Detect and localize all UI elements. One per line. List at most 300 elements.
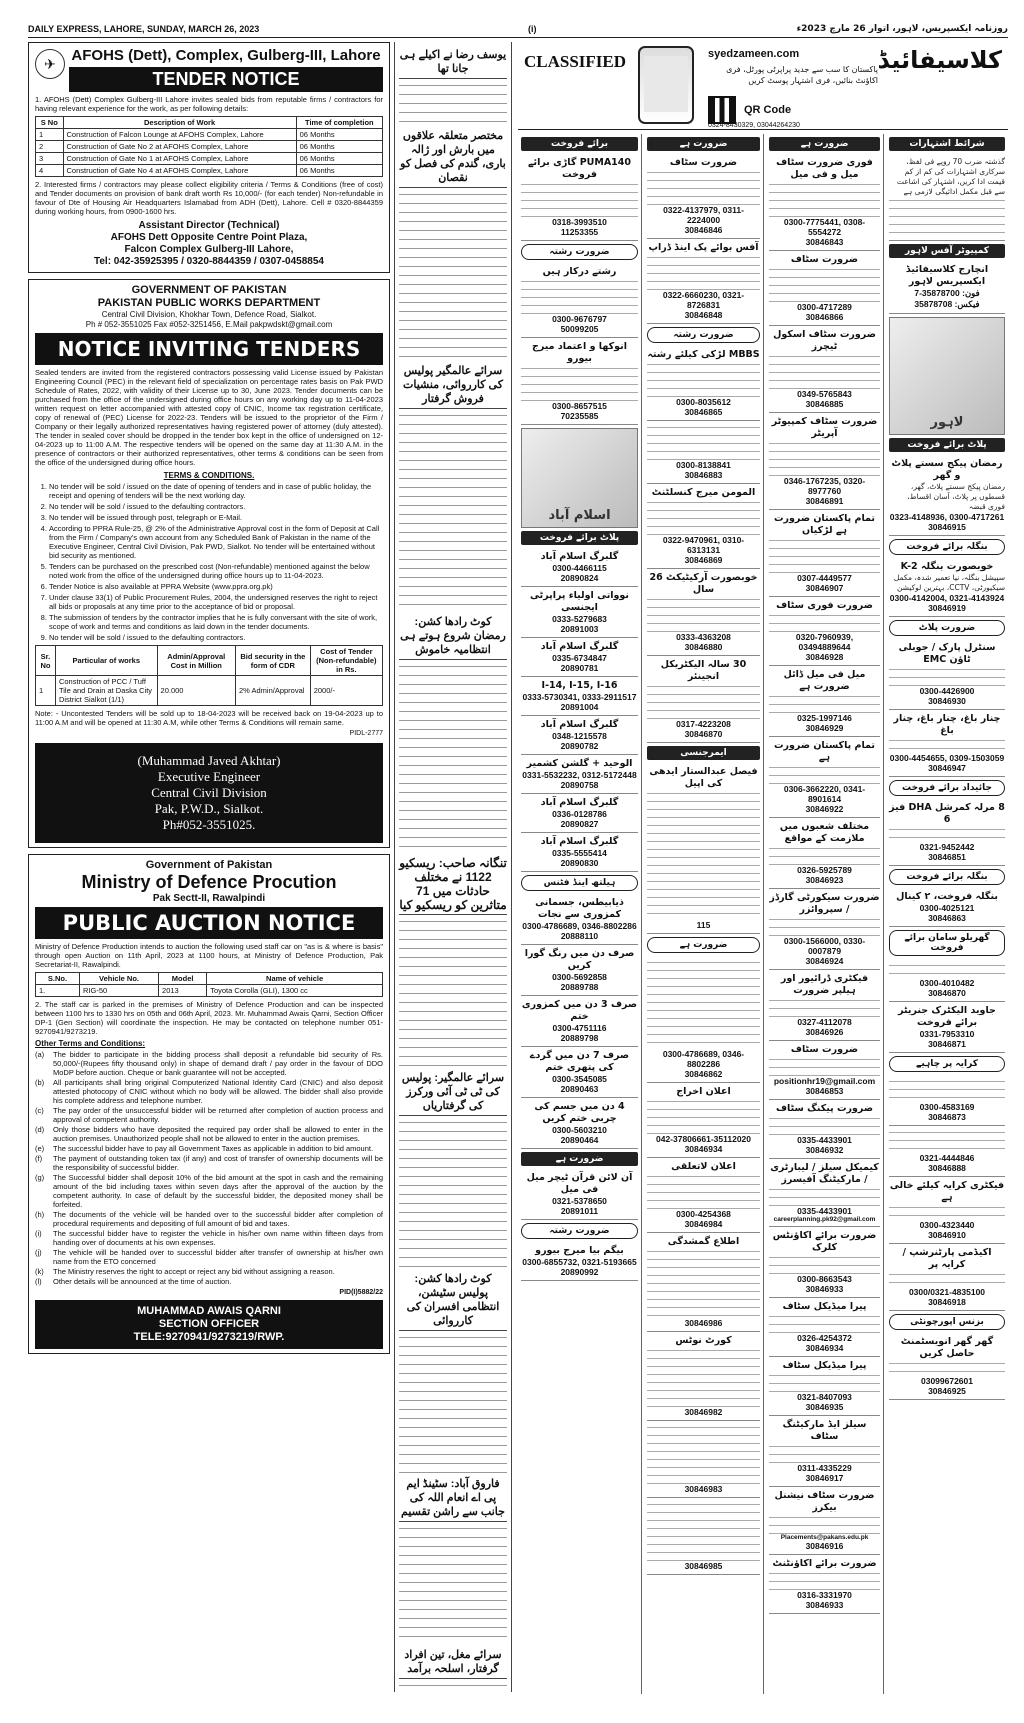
category-header: ضرورت ہے	[647, 137, 760, 151]
classified-ad	[647, 239, 760, 324]
ad-id: 30846853	[805, 1086, 844, 1096]
classified-ad	[647, 1083, 760, 1158]
pwd-terms-title: TERMS & CONDITIONS.	[163, 471, 255, 480]
table-header: Model	[159, 973, 207, 985]
ad-heading: ضرورت برائے اکاؤنٹس کلرک	[772, 1230, 877, 1253]
ad-phone: 0300-4466115	[552, 563, 607, 573]
ad-heading: اطلاع گمشدگی	[667, 1236, 740, 1247]
ad-heading: ضرورت سیکورٹی گارڈز / سپروائزر	[769, 892, 880, 915]
ad-phone: 0300-4025121	[919, 903, 975, 913]
cell: RIG-50	[79, 985, 158, 997]
ad-id: 30846919	[928, 603, 966, 613]
ad-phone: 0321-4444846	[919, 1153, 975, 1163]
ad-phone: 0300-4751116	[552, 1023, 607, 1033]
ad-phone: 0300-4142004, 0321-4143924	[889, 593, 1005, 603]
classified-ad	[889, 888, 1005, 927]
classified-ad	[769, 1357, 880, 1416]
cell: 4	[36, 165, 64, 177]
classified-ad	[647, 421, 760, 484]
list-item	[35, 1229, 383, 1247]
ad-phone: Placements@pakans.edu.pk	[780, 1534, 869, 1541]
ad-id: 30846928	[805, 652, 844, 662]
ad-id: 30846873	[928, 1112, 966, 1122]
ad-heading: گھر گھر انویسٹمنٹ حاصل کریں	[900, 1336, 994, 1359]
classified-ad	[769, 1227, 880, 1298]
ad-heading: بنگلہ فروخت، ۲ کینال	[896, 891, 998, 902]
ad-id: 30846930	[928, 696, 966, 706]
ad-id: 30846947	[928, 763, 966, 773]
mod-intro: Ministry of Defence Production intends to auction the following used staff car on "as is & where is basis" through open Auction on 11th April, 2023 at 1100 hours, at Ministry of Defence Production, Pak Secretariat-II, Rawalpindi.	[35, 942, 383, 969]
list-item	[35, 1154, 383, 1172]
ad-phone: 0300-9676797	[552, 314, 607, 324]
ad-id: 30846885	[805, 399, 844, 409]
classified-ad	[647, 1332, 760, 1421]
cell: Toyota Corolla (GLI), 1300 cc	[207, 985, 383, 997]
ad-heading: ضرورت سٹاف	[790, 254, 859, 265]
ad-id: 20890463	[560, 1084, 599, 1094]
ad-phone: 0300-8657515	[552, 401, 607, 411]
ad-phone: 0307-4449577	[797, 573, 852, 583]
page-number: (i)	[528, 24, 537, 34]
classified-ad	[769, 1555, 880, 1614]
mod-ref: PID(I)5882/22	[339, 1289, 383, 1296]
pwd-ref: PIDL-2777	[349, 730, 383, 737]
classified-ad	[521, 677, 638, 716]
classified-ad	[889, 455, 1005, 536]
ad-heading: فیکٹری کرایہ کیلئے خالی ہے	[889, 1180, 1005, 1203]
ad-phone: 0317-4223208	[676, 719, 731, 729]
story-headline: یوسف رضا نے اکیلے ہی جانا تھا	[399, 48, 507, 79]
ad-heading: اکیڈمی پارٹنرشپ / کرایہ پر	[902, 1247, 992, 1270]
table-header: Vehicle No.	[79, 973, 158, 985]
ad-id: 11253355	[560, 227, 599, 237]
category-header: جائیداد برائے فروخت	[889, 780, 1005, 796]
category-header: بنگلہ برائے فروخت	[889, 869, 1005, 885]
cell: Construction of PCC / Tuff Tile and Drain at Daska City District Sialkot (1/1)	[55, 676, 157, 706]
list-value: Only those bidders who have deposited the required pay order shall be allowed to enter in the auction premises. Unauthorized people shall not be allowed to enter in the auction premises.	[53, 1125, 383, 1143]
classified-column-lahore	[886, 134, 1008, 1694]
list-value: The pay order of the unsuccessful bidder will be returned after completion of auction process and approval of competent authority.	[53, 1106, 383, 1124]
ad-id: 30846907	[805, 583, 844, 593]
list-item	[35, 1173, 383, 1209]
category-header: ضرورت رشتہ	[647, 327, 760, 343]
ad-id: 30846865	[684, 407, 723, 417]
story-headline: کوٹ رادھا کشن: پولیس سٹیشن، انتظامی افسران کی کارروائی	[399, 1272, 507, 1331]
ad-phone: 0326-4254372	[797, 1333, 852, 1343]
list-value: The Ministry reserves the right to accept or reject any bid without assigning a reason.	[53, 1267, 335, 1276]
classified-ad	[769, 1416, 880, 1487]
ad-id: 30846923	[805, 875, 844, 885]
classified-ad	[769, 818, 880, 889]
ad-id: 30846851	[928, 852, 966, 862]
ad-heading: MBBS لڑکی کیلئے رشتہ	[647, 349, 760, 360]
mod-ministry: Ministry of Defence Procution	[81, 872, 337, 892]
cell: Construction of Falcon Lounge at AFOHS Complex, Lahore	[63, 129, 296, 141]
category-header: بنگلہ برائے فروخت	[889, 539, 1005, 555]
mod-address: Pak Sectt-II, Rawalpindi	[152, 893, 266, 904]
ad-id: 30846918	[928, 1297, 966, 1307]
classified-ad	[647, 956, 760, 1083]
masthead-right: روزنامہ ایکسپریس، لاہور، اتوار 26 مارچ 2023ء	[796, 24, 1008, 34]
classified-ad	[521, 154, 638, 241]
ad-phone: 0300-4786689, 0346-8802286	[662, 1049, 745, 1069]
ad-heading: سنٹرل پارک / جوبلی ٹاؤن EMC	[898, 642, 996, 665]
table-row	[36, 141, 383, 153]
story-body	[399, 662, 507, 852]
pwd-signature-block	[35, 743, 383, 843]
contact-line: Tel: 042-35925395 / 0320-8844359 / 0307-0458854	[93, 256, 324, 267]
ad-phone: 0306-3662220, 0341-8901614	[783, 784, 866, 804]
table-header: Time of completion	[296, 117, 382, 129]
ad-phone: 0346-1767235, 0320-8977760	[783, 476, 866, 496]
website-link[interactable]: syedzameen.com	[708, 48, 800, 60]
afohs-title: AFOHS (Dett), Complex, Gulberg-III, Lahore	[71, 47, 381, 64]
category-header: پلاٹ برائے فروخت	[521, 531, 638, 545]
list-value: All participants shall bring original Computerized National Identity Card (CNIC) and also deposit attested photocopy of CNIC without which no body will be allowed. The bidder shall also provide his complete address and telephone number.	[53, 1078, 383, 1105]
category-header: کمپیوٹر آفس لاہور	[889, 244, 1005, 258]
ad-heading: جاوید الیکٹرک جنریٹر برائے فروخت	[898, 1005, 996, 1028]
classified-ad	[769, 1100, 880, 1159]
pwd-gov: GOVERNMENT OF PAKISTAN	[131, 284, 287, 296]
table-header: Sr. No	[36, 646, 56, 676]
ad-heading: الوحید + گلشن کشمیر	[526, 758, 633, 769]
ad-phone: 03099672601	[920, 1376, 973, 1386]
ad-phone: 30846986	[684, 1318, 723, 1328]
list-value: The payment of outstanding token tax (if any) and cost of transfer of ownership documents will be the responsibility of successful bidder.	[53, 1154, 383, 1172]
classified-ad	[647, 154, 760, 239]
ad-id: 30846922	[805, 804, 844, 814]
ad-id: 20890827	[560, 819, 599, 829]
notices-column	[28, 42, 390, 1692]
ad-phone: فون: 35878700-7	[914, 288, 980, 298]
classified-ad	[769, 1487, 880, 1555]
ad-id: 20889798	[560, 1033, 599, 1043]
classified-ad	[769, 597, 880, 666]
cell: Construction of Gate No 2 at AFOHS Complex, Lahore	[63, 141, 296, 153]
cell: 2013	[159, 985, 207, 997]
ad-heading: کیمیکل سیلز / لیبارٹری / مارکیٹنگ آفیسرز	[770, 1162, 879, 1185]
classified-ad	[889, 154, 1005, 241]
afohs-intro: 1. AFOHS (Dett) Complex Gulberg-III Lahore invites sealed bids from reputable firms / contractors for having relevant experience for the work, as per following details:	[35, 95, 383, 113]
ad-id: 30846888	[928, 1163, 966, 1173]
classified-ad	[769, 510, 880, 597]
smartphone-icon	[638, 46, 694, 124]
ad-heading: 8 مرلہ کمرشل DHA فیز 6	[889, 802, 1005, 825]
ad-id: 30846870	[684, 729, 723, 739]
category-header: ضرورت ہے	[521, 1152, 638, 1166]
masthead	[28, 22, 1008, 38]
category-header: ضرورت ہے	[647, 937, 760, 953]
ad-id: 30846846	[684, 225, 723, 235]
ad-id: 50099205	[560, 324, 599, 334]
category-header: شرائط اشتہارات	[889, 137, 1005, 151]
ad-heading: ضرورت سٹاف	[790, 1044, 859, 1055]
ad-heading: فیکٹری ڈرائیور اور ہیلپر ضرورت	[780, 973, 869, 996]
ad-phone: 0300-4254368	[676, 1209, 731, 1219]
ad-id: 20891004	[560, 702, 599, 712]
list-item: 3. No tender will be issued through post, telegraph or E-Mail.	[49, 513, 383, 522]
cell: 1	[36, 129, 64, 141]
story-headline: سرائے عالمگیر پولیس کی کارروائی، منشیات فروش گرفتار	[399, 364, 507, 409]
ad-id: 30846848	[684, 310, 723, 320]
ad-id: 20890464	[560, 1135, 599, 1145]
classified-ad	[521, 1047, 638, 1098]
ad-heading: ضرورت سٹاف	[669, 157, 738, 168]
ad-phone: 0335-6734847	[552, 653, 607, 663]
ad-heading: ضرورت سٹاف نیشنل بیکرز	[774, 1490, 875, 1513]
ad-phone: 0316-3331970	[797, 1590, 852, 1600]
classified-ad	[889, 639, 1005, 710]
ad-heading: صرف دن میں رنگ گورا کریں	[524, 948, 635, 971]
mod-vehicle-table	[35, 972, 383, 997]
classified-ad	[521, 263, 638, 338]
ad-phone: 0335-5555414	[552, 848, 607, 858]
ad-phone: 0311-4335229	[797, 1463, 852, 1473]
ad-heading: نوواتی اولیاء پراپرٹی ایجنسی	[530, 590, 629, 613]
ad-id: 20890758	[560, 780, 599, 790]
ad-phone: 0321-9452442	[919, 842, 975, 852]
story-body	[399, 190, 507, 360]
ad-id: 30846933	[805, 1284, 844, 1294]
ad-heading: تمام پاکستان ضرورت ہے لڑکیاں	[774, 513, 875, 536]
classified-ad	[647, 1421, 760, 1498]
table-header: Description of Work	[63, 117, 296, 129]
classified-column-islamabad	[518, 134, 642, 1694]
ad-heading: خوبصورت بنگلہ K-2	[900, 561, 994, 572]
ad-heading: مختلف شعبوں میں ملازمت کے مواقع	[779, 821, 870, 844]
notice-inviting-tenders-banner: NOTICE INVITING TENDERS	[35, 333, 383, 365]
ad-phone: 0300-4717289	[797, 302, 852, 312]
news-column	[394, 42, 512, 1692]
ad-heading: صرف 7 دن میں گردے کی پتھری ختم	[529, 1050, 630, 1073]
list-key: (c)	[35, 1106, 44, 1115]
list-value: The Successful bidder shall deposit 10% of the bid amount at the spot in cash and the remaining amount of the bid including taxes within seven days after the approval of the auction by the competent authority. In case of default by the successful bidder, the deposited money shall be forfeited.	[53, 1173, 383, 1209]
classified-ad	[647, 484, 760, 569]
ad-phone: 0300-3545085	[552, 1074, 607, 1084]
ad-phone: 0322-4137979, 0311-2224000	[663, 205, 744, 225]
ad-id: 30846929	[805, 723, 844, 733]
ad-heading: ضرورت برائے اکاؤنٹنٹ	[772, 1558, 877, 1569]
officer-title: SECTION OFFICER	[158, 1318, 260, 1330]
public-auction-notice	[28, 854, 390, 1354]
story-body	[399, 81, 507, 125]
classified-ad	[889, 261, 1005, 314]
classified-ad	[889, 799, 1005, 866]
list-item: 5. Tenders can be purchased on the prescribed cost (Non-refundable) mentioned against the below noted work from the office of the undersigned during office hours up to 11-04-2023.	[49, 562, 383, 580]
classified-ad	[889, 1075, 1005, 1126]
pwd-body: Sealed tenders are invited from the registered contractors possessing valid License issued by Pakistan Engineering Council (PEC) in the relevant field of specialization on percentage rates basis on Pak PWD Schedule of Rates, 2022, with validity of their License up to 30, June 2023. Tender documents can be purchased from the office of the undersigned during office hours on any working day up to 11-04-2023 written request on letter accompanied with attested copy of CNIC, Income tax registration certificate, copy of renewal of (PEC) License for 2022-23. Tenders will be issued to the proprietor of the Firm / Company or their legally authorized representatives having registered power of attorney (duly attested). The tender in sealed cover should be dropped in the tender box kept in the office of undersigned on 12-04-2023 up to 11:00 A.M. The respective tenders will be opened on the same day at 11:30 A.M. in the presence of contractors or their authorized representatives, other terms & conditions can be seen from the office of the undersigned during office hours.	[35, 368, 383, 467]
story-body	[399, 917, 507, 1067]
crest-icon: ✈	[35, 49, 65, 79]
tender-notice-banner: TENDER NOTICE	[69, 67, 383, 92]
list-value: The successful bidder have to register the vehicle in his/her own name within fifteen days from handing over of documents at his own expenses.	[53, 1229, 383, 1247]
category-header: کرایہ پر چاہیے	[889, 1056, 1005, 1072]
ad-id: 30846933	[805, 1600, 844, 1610]
mod-terms-list	[35, 1050, 383, 1286]
ad-phone: 0300-4426900	[919, 686, 975, 696]
ad-heading: خوبصورت آرکیٹیکٹ 26 سال	[649, 572, 758, 595]
classified-title-ur: کلاسیفائیڈ	[877, 46, 1002, 74]
contact-line: Falcon Complex Gulberg-III Lahore,	[124, 244, 294, 255]
story-headline: فاروق آباد: سٹینڈ ایم پی اے انعام اللہ کی جانب سے راشن تقسیم	[399, 1477, 507, 1522]
classified-ad	[769, 970, 880, 1041]
ad-phone: 0325-1997146	[797, 713, 852, 723]
list-key: (j)	[35, 1248, 42, 1257]
story-headline: کوٹ رادھا کشن: رمضان شروع ہوتے ہی انتظامیہ خاموش	[399, 615, 507, 660]
table-row	[36, 985, 383, 997]
classified-ad	[769, 1041, 880, 1100]
ad-phone: 0333-5279683	[552, 614, 607, 624]
table-header: Particular of works	[55, 646, 157, 676]
ad-id: 70235585	[560, 411, 599, 421]
qr-code-label: QR Code	[744, 104, 792, 116]
ad-phone: 0318-3993510	[552, 217, 607, 227]
classified-ad	[889, 1333, 1005, 1400]
classified-ad	[889, 1126, 1005, 1177]
list-value: The documents of the vehicle will be handed over to the successful bidder after completion of procedural requirements and depositing of full amount of bid and taxes.	[53, 1210, 383, 1228]
ad-id: 20890782	[560, 741, 599, 751]
ad-id: 30846917	[805, 1473, 844, 1483]
table-header: S.No.	[36, 973, 80, 985]
story-headline: سرائے مغل، تین افراد گرفتار، اسلحہ برآمد	[399, 1648, 507, 1679]
list-value: The successful bidder have to pay all Government Taxes as applicable in addition to bid amount.	[53, 1144, 374, 1153]
mod-terms-title: Other Terms and Conditions:	[35, 1039, 146, 1048]
classified-ad	[647, 569, 760, 656]
ad-heading: گلبرگ اسلام آباد	[540, 797, 619, 808]
category-header: برائے فروخت	[521, 137, 638, 151]
ad-phone: 0300-8663543	[797, 1274, 852, 1284]
list-item: 7. Under clause 33(1) of Public Procurement Rules, 2004, the undersigned reserves the right to reject all bids or proposals at any time prior to the acceptance of bid or proposal.	[49, 593, 383, 611]
classified-ad	[521, 548, 638, 587]
list-key: (k)	[35, 1267, 44, 1276]
lahore-minar-image: لاہور	[889, 317, 1005, 435]
list-key: (i)	[35, 1229, 42, 1238]
ad-heading: کورٹ نوٹس	[675, 1335, 732, 1346]
ad-phone: 0331-5532232, 0312-5172448	[522, 770, 637, 780]
classified-ad	[521, 996, 638, 1047]
classified-ad	[521, 1169, 638, 1220]
ad-phone: 0300-7775441, 0308-5554272	[783, 217, 866, 237]
ad-phone: 042-37806661-35112020	[655, 1134, 751, 1144]
list-key: (b)	[35, 1078, 45, 1087]
ad-phone: 30846982	[684, 1407, 723, 1417]
table-header: Bid security in the form of CDR	[235, 646, 310, 676]
table-header: Name of vehicle	[207, 973, 383, 985]
ad-id: 20890830	[560, 858, 599, 868]
masthead-left: DAILY EXPRESS, LAHORE, SUNDAY, MARCH 26, 2023	[28, 24, 260, 34]
classified-ad	[769, 413, 880, 510]
ad-phone: 0335-4433901	[797, 1206, 852, 1216]
list-item	[35, 1144, 383, 1153]
pwd-office: Central Civil Division, Khokhar Town, Defence Road, Sialkot.	[101, 310, 317, 319]
classified-ad	[521, 1242, 638, 1281]
cell: 06 Months	[296, 129, 382, 141]
ad-body: گذشتہ ضرب 70 روپے فی لفظ، سرکاری اشتہارات کی کم از کم قیمت ادا کریں، اشتہار کی اشاعت سے قبل مکمل ادائیگی لازمی ہے	[896, 157, 1005, 196]
ad-id: 20891011	[560, 1206, 599, 1216]
classified-ad	[521, 338, 638, 425]
ad-heading: ضرورت فوری سٹاف	[776, 600, 873, 611]
ad-heading: گلبرگ اسلام آباد	[540, 551, 619, 562]
classified-ad	[647, 1158, 760, 1233]
ad-id: 30846843	[805, 237, 844, 247]
ad-body: رمضان پیکج سستے پلاٹ، گھر، قسطوں پر پلاٹ، آسان اقساط، فوری قبضہ	[907, 482, 1005, 511]
public-auction-banner: PUBLIC AUCTION NOTICE	[35, 907, 383, 939]
ad-phone: 0300-1566000, 0330-0007879	[783, 936, 866, 956]
cell: 3	[36, 153, 64, 165]
ad-heading: چنار باغ، چنار باغ، چنار باغ	[893, 713, 1001, 736]
list-item	[35, 1078, 383, 1105]
list-key: (a)	[35, 1050, 45, 1059]
ad-id: 20890781	[560, 663, 599, 673]
ad-phone: 0322-9470961, 0310-6313131	[662, 535, 745, 555]
ad-phone: 0327-4112078	[797, 1017, 852, 1027]
ad-heading: PUMA140 گاڑی برائے فروخت	[527, 157, 632, 180]
ad-id: 30846863	[928, 913, 966, 923]
classified-column-c	[644, 134, 764, 1694]
ad-heading: میل فی میل ڈائل ضرورت ہے	[783, 669, 866, 692]
story-body	[399, 1524, 507, 1644]
ad-phone: 0300-4583169	[919, 1102, 975, 1112]
list-item	[35, 1248, 383, 1266]
ad-id: 30846910	[928, 1230, 966, 1240]
ad-id: 20891003	[560, 624, 599, 634]
story-body	[399, 1118, 507, 1268]
signature-division: Central Civil Division	[151, 785, 267, 800]
mod-gov: Government of Pakistan	[145, 859, 273, 871]
ad-phone: 0300-8035612	[676, 397, 731, 407]
ad-id: 30846932	[805, 1145, 844, 1155]
classified-ad	[521, 638, 638, 677]
classified-header	[518, 42, 1008, 130]
ad-phone: 0300-5692858	[552, 972, 607, 982]
category-header: ضرورت رشتہ	[521, 244, 638, 260]
classified-ad	[647, 656, 760, 743]
pwd-works-table	[35, 645, 383, 706]
ad-id: 30846916	[805, 1541, 844, 1551]
classified-title-en: CLASSIFIED	[524, 52, 627, 71]
classified-ad	[647, 1498, 760, 1575]
ad-id: 30846925	[928, 1386, 966, 1396]
cell: 2% Admin/Approval	[235, 676, 310, 706]
category-header: ضرورت رشتہ	[521, 1223, 638, 1239]
ad-phone: 0349-5765843	[797, 389, 852, 399]
ad-phone: 0300-4010482	[919, 978, 975, 988]
signature-name: (Muhammad Javed Akhtar)	[137, 753, 281, 768]
ad-heading: فوری ضرورت سٹاف میل و فی میل	[776, 157, 873, 180]
ad-phone: 0333-5730341, 0333-2911517	[522, 692, 637, 702]
list-key: (g)	[35, 1173, 45, 1182]
ad-phone: 0331-7953310	[919, 1029, 975, 1039]
story-headline: سرائے عالمگیر: پولیس کی ٹی ٹی آئی ورکرز کی گرفتاریاں	[399, 1071, 507, 1116]
afohs-note: 2. Interested firms / contractors may please collect eligibility criteria / Terms & Conditions (free of cost) and Tender documents on provision of bank draft worth Rs 10,000/- (for each tender) Non-refundable in favour of Dte of Housing Air Headquarters Islamabad from ADH (Dett), Lahore. Cell # 0320-8844359 during working hours, from 0900-1600 hrs.	[35, 180, 383, 216]
story-body	[399, 411, 507, 611]
list-item	[35, 1210, 383, 1228]
cell: 1	[36, 676, 56, 706]
cell: 06 Months	[296, 141, 382, 153]
ad-phone: 0321-5378650	[552, 1196, 607, 1206]
ad-id: 30846883	[684, 470, 723, 480]
story-body	[399, 1333, 507, 1473]
islamabad-mosque-image: اسلام آباد	[521, 428, 638, 528]
ad-phone: positionhr19@gmail.com	[773, 1076, 876, 1086]
classified-ad	[647, 1233, 760, 1332]
ad-id: 30846871	[928, 1039, 966, 1049]
list-item	[35, 1125, 383, 1143]
ad-phone: 0323-4148936, 0300-4717261	[889, 512, 1005, 522]
pwd-terms-list	[35, 482, 383, 642]
classified-ad	[521, 1098, 638, 1149]
ad-heading: المومن میرج کنسلٹنٹ	[651, 487, 756, 498]
